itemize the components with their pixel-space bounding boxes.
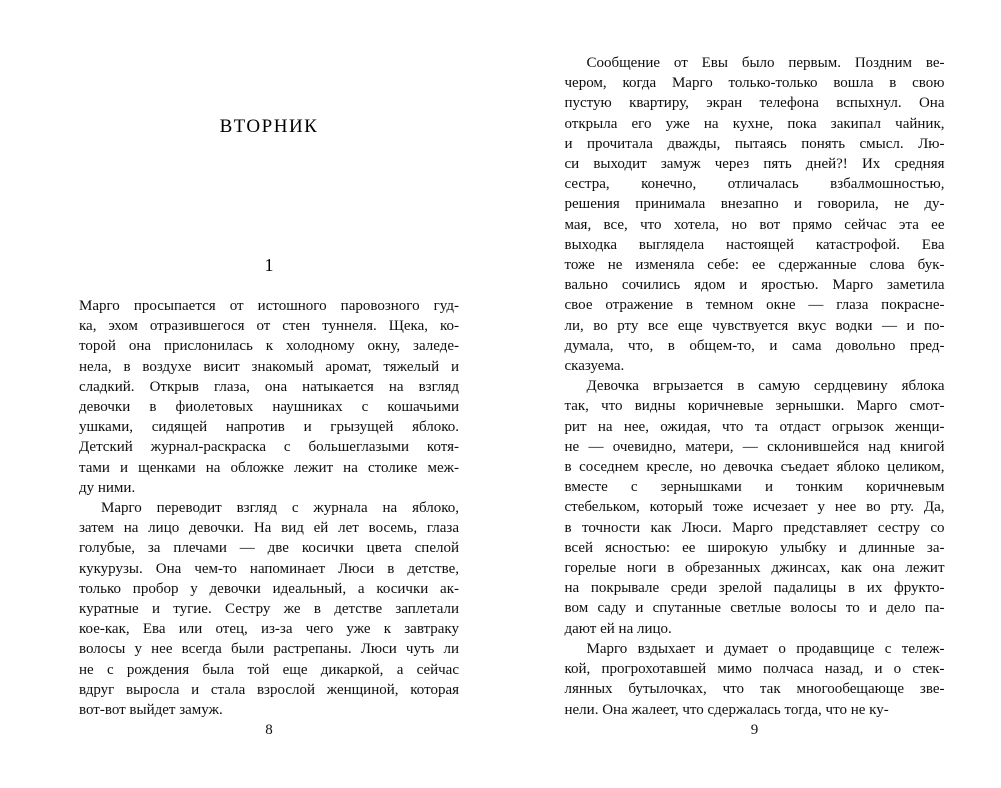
text-line: лянных бутылочках, что так многообещающе зве- bbox=[564, 681, 945, 698]
text-line: мая, все, что хотела, но вот прямо сейчас эта ее bbox=[564, 216, 945, 233]
text-line: горелые ноги в обрезанных джинсах, как она лежит bbox=[564, 560, 945, 577]
text-line: голубые, за плечами — две косички цвета спелой bbox=[79, 540, 459, 557]
text-line: решения принимала внезапно и говорила, не ду- bbox=[564, 196, 945, 213]
text-line: чером, когда Марго только-только вошла в свою bbox=[564, 75, 945, 92]
text-line: не — очевидно, матери, — склонившейся над книгой bbox=[564, 438, 945, 455]
right-page bbox=[501, 0, 1001, 788]
left-text-column bbox=[79, 0, 459, 788]
text-line: всей ясностью: ее широкую улыбку и длинные за- bbox=[564, 539, 945, 556]
left-page-number: 8 bbox=[265, 722, 273, 738]
text-line: Девочка вгрызается в самую сердцевину яблока bbox=[586, 378, 945, 395]
text-line: сестра, конечно, отличалась взбалмошностью, bbox=[564, 176, 945, 193]
paragraph bbox=[565, 53, 945, 376]
text-line: свое отражение в темном окне — глаза покрасне- bbox=[564, 297, 945, 314]
text-line: ка, эхом отразившегося от стен туннеля. Щека, ко- bbox=[79, 318, 459, 335]
text-line: затем на лицо девочки. На вид ей лет восемь, глаза bbox=[79, 520, 459, 537]
text-line: ду ними. bbox=[79, 479, 136, 496]
text-line: и прочитала дважды, пытаясь понять смысл. Лю- bbox=[564, 135, 945, 152]
text-line: кой, прогрохотавшей мимо полчаса назад, и о стек- bbox=[564, 661, 945, 678]
text-line: тами и щенками на обложке лежит на столике меж- bbox=[79, 459, 459, 476]
text-line: открыла его уже на кухне, пока закипал чайник, bbox=[564, 115, 945, 132]
text-line: в соседнем кресле, но девочка съедает яблоко целиком, bbox=[564, 459, 945, 476]
text-line: сладкий. Открыв глаза, она натыкается на взгляд bbox=[79, 378, 459, 395]
text-line: вально сочились ядом и яростью. Марго заметила bbox=[564, 277, 945, 294]
text-line: вдруг выросла и стала взрослой женщиной, которая bbox=[79, 681, 459, 698]
text-line: ушками, сидящей напротив и грызущей яблоко. bbox=[79, 419, 459, 436]
paragraph bbox=[79, 498, 459, 720]
text-line: на покрывале среди зрелой падалицы в их фрукто- bbox=[564, 580, 945, 597]
paragraph bbox=[79, 296, 459, 498]
right-text-column bbox=[565, 0, 945, 788]
text-line: Марго переводит взгляд с журнала на яблоко, bbox=[101, 500, 459, 517]
text-line: дают ей на лицо. bbox=[564, 620, 672, 637]
paragraph bbox=[565, 639, 945, 720]
text-line: тоже не изменяла себе: ее сдержанные слова бук- bbox=[564, 257, 945, 274]
text-line: куратные и тугие. Сестру же в детстве заплетали bbox=[79, 601, 459, 618]
text-line: вот-вот выйдет замуж. bbox=[79, 702, 223, 719]
left-page-body-text bbox=[79, 296, 459, 720]
paragraph bbox=[565, 376, 945, 639]
text-line: Сообщение от Евы было первым. Поздним ве- bbox=[586, 55, 945, 71]
text-line: кукурузы. Она чем-то напоминает Люси в детстве, bbox=[79, 560, 459, 577]
section-number: 1 bbox=[264, 255, 274, 275]
text-line: только пробор у девочки идеальный, а косички ак- bbox=[79, 580, 459, 597]
text-line: волосы у нее всегда были растрепаны. Люси чуть ли bbox=[79, 641, 459, 658]
text-line: не с рождения была той еще дикаркой, а сейчас bbox=[79, 661, 459, 678]
text-line: Марго просыпается от истошного паровозного гуд- bbox=[79, 298, 459, 314]
text-line: стебельком, который тоже исчезает у нее во рту. Да, bbox=[564, 499, 945, 516]
text-line: выходка выглядела настоящей катастрофой. Ева bbox=[564, 236, 945, 253]
text-line: си выходит замуж через пять дней?! Их средняя bbox=[564, 156, 945, 173]
text-line: нели. Она жалеет, что сдержалась тогда, что не ку- bbox=[564, 701, 889, 718]
chapter-title: ВТОРНИК bbox=[219, 116, 319, 137]
text-line: так, что видны коричневые зернышки. Марго смот- bbox=[564, 398, 945, 415]
text-line: в точности как Люси. Марго представляет сестру со bbox=[564, 519, 945, 536]
text-line: Детский журнал-раскраска с большеглазыми котя- bbox=[79, 439, 459, 456]
right-page-number: 9 bbox=[750, 722, 759, 738]
text-line: нела, в воздухе висит знакомый аромат, тяжелый и bbox=[79, 358, 459, 375]
text-line: кое-как, Ева или отец, из-за чего уже к завтраку bbox=[79, 621, 459, 638]
text-line: рит на нее, ожидая, что та отдаст огрызок женщи- bbox=[564, 418, 945, 435]
text-line: вом саду и спутанные светлые волосы то и дело па- bbox=[564, 600, 945, 617]
text-line: думала, что, в общем-то, и сама довольно пред- bbox=[564, 337, 945, 354]
text-line: пустую квартиру, экран телефона вспыхнул. Она bbox=[564, 95, 945, 112]
text-line: торой она прислонилась к холодному окну, заледе- bbox=[79, 338, 459, 355]
text-line: Марго вздыхает и думает о продавщице с тележ- bbox=[586, 640, 945, 657]
text-line: вместе с зернышками и тонким коричневым bbox=[564, 479, 945, 496]
text-line: ли, во рту все еще чувствуется вкус водки — и по- bbox=[564, 317, 945, 334]
text-line: сказуема. bbox=[564, 358, 625, 375]
text-line: девочки в фиолетовых наушниках с кошачьими bbox=[79, 399, 459, 416]
right-page-body-text bbox=[565, 53, 945, 720]
